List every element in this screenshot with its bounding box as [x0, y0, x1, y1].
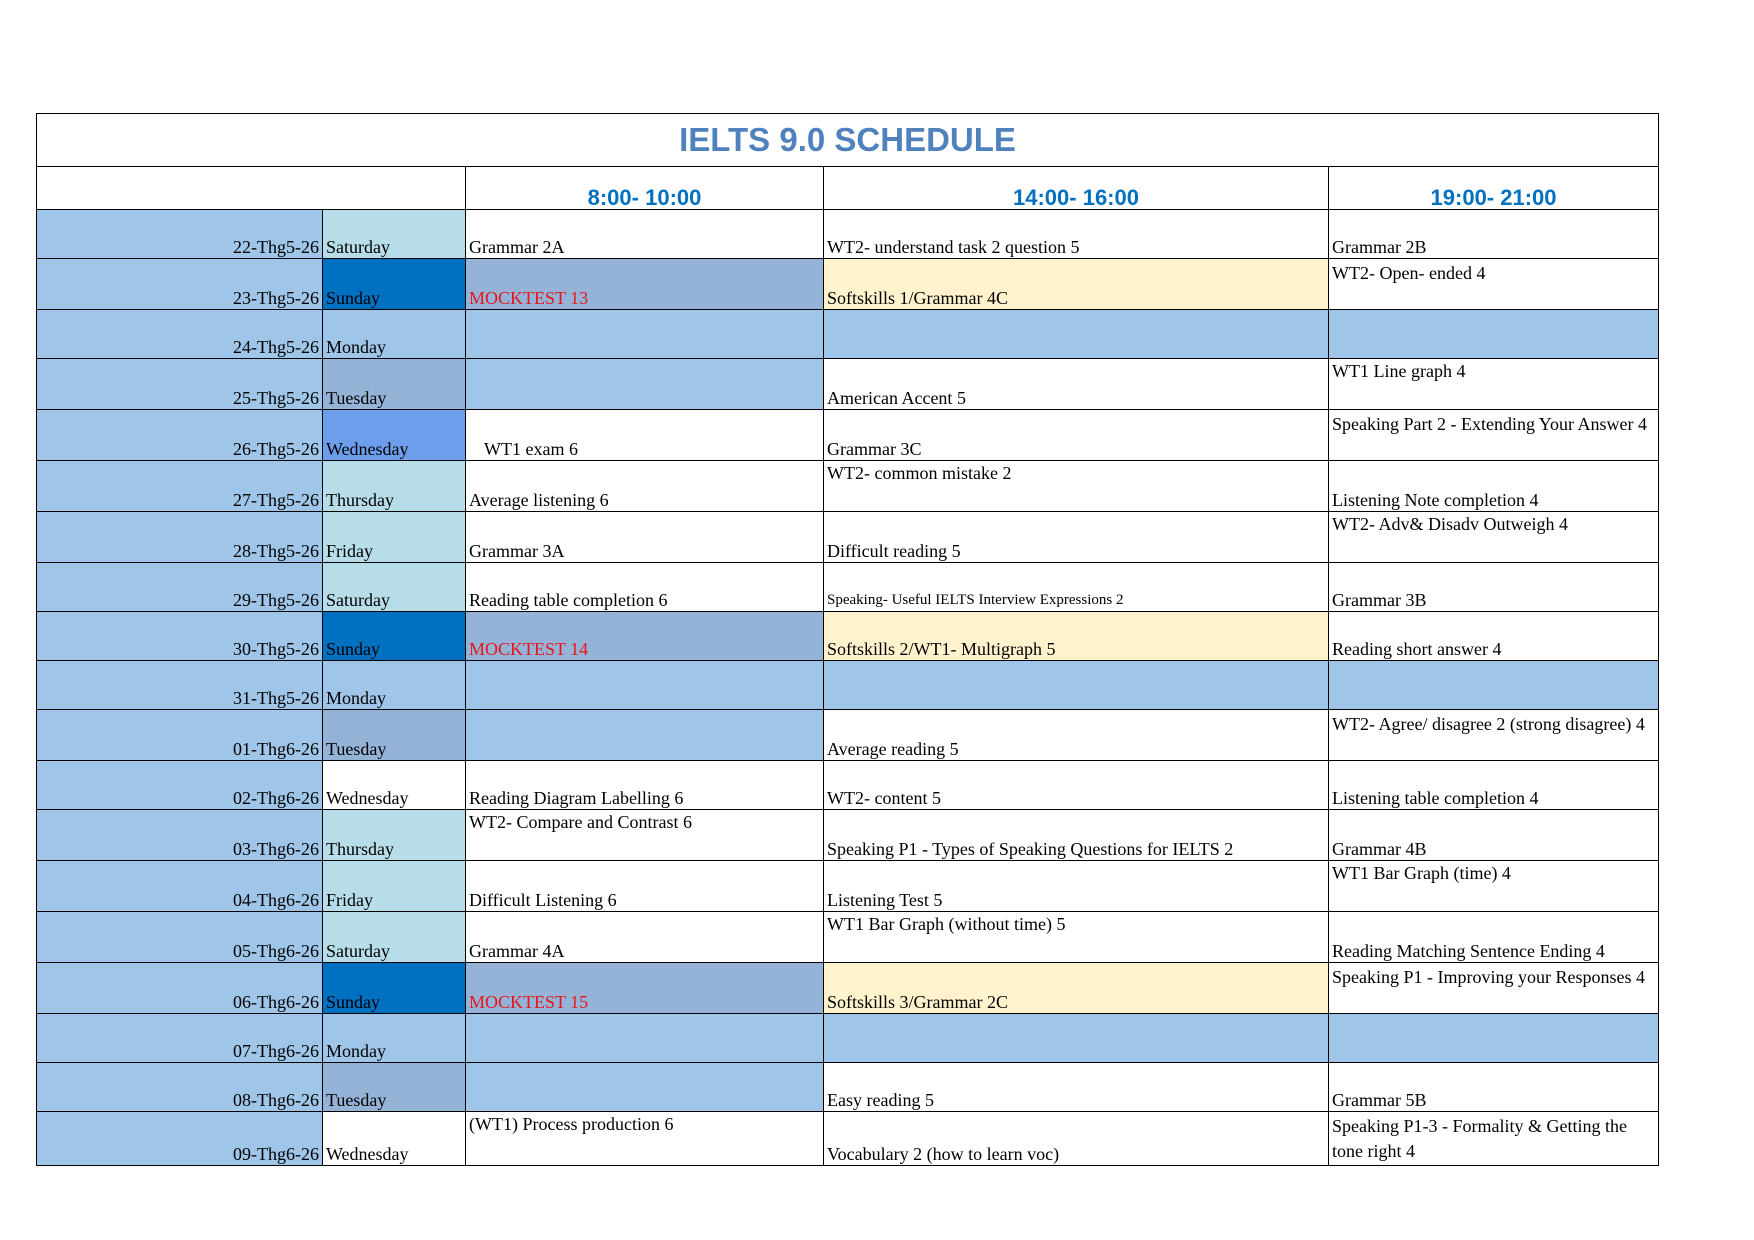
schedule-row: [37, 861, 1659, 912]
date-cell: 06-Thg6-26: [37, 963, 323, 1014]
slot-morning: [466, 1063, 824, 1112]
date-cell: 01-Thg6-26: [37, 710, 323, 761]
day-cell: Saturday: [323, 563, 466, 612]
date-cell: 05-Thg6-26: [37, 912, 323, 963]
date-cell: 09-Thg6-26: [37, 1112, 323, 1166]
slot-evening: Grammar 3B: [1329, 563, 1659, 612]
day-cell: Monday: [323, 661, 466, 710]
date-cell: 02-Thg6-26: [37, 761, 323, 810]
schedule-row: [37, 410, 1659, 461]
slot-afternoon: Grammar 3C: [824, 410, 1329, 461]
slot-afternoon: [824, 1014, 1329, 1063]
slot-afternoon: Speaking P1 - Types of Speaking Questions for IELTS 2: [824, 810, 1329, 861]
slot-morning: [466, 710, 824, 761]
day-cell: Thursday: [323, 810, 466, 861]
slot-evening: Listening table completion 4: [1329, 761, 1659, 810]
slot-evening: Reading Matching Sentence Ending 4: [1329, 912, 1659, 963]
schedule-row: [37, 612, 1659, 661]
schedule-row: [37, 1112, 1659, 1166]
header-afternoon-slot: 14:00- 16:00: [824, 167, 1329, 210]
schedule-row: [37, 563, 1659, 612]
schedule-row: [37, 210, 1659, 259]
day-cell: Friday: [323, 512, 466, 563]
day-cell: Friday: [323, 861, 466, 912]
slot-morning: MOCKTEST 15: [466, 963, 824, 1014]
day-cell: Wednesday: [323, 410, 466, 461]
slot-afternoon: Speaking- Useful IELTS Interview Expressions 2: [824, 563, 1329, 612]
date-cell: 03-Thg6-26: [37, 810, 323, 861]
date-cell: 04-Thg6-26: [37, 861, 323, 912]
day-cell: Tuesday: [323, 1063, 466, 1112]
slot-evening: Grammar 5B: [1329, 1063, 1659, 1112]
slot-afternoon: WT1 Bar Graph (without time) 5: [824, 912, 1329, 963]
day-cell: Sunday: [323, 612, 466, 661]
day-cell: Monday: [323, 1014, 466, 1063]
slot-evening: Speaking P1-3 - Formality & Getting the tone right 4: [1329, 1112, 1659, 1166]
day-cell: Thursday: [323, 461, 466, 512]
header-morning-slot: 8:00- 10:00: [466, 167, 824, 210]
date-cell: 07-Thg6-26: [37, 1014, 323, 1063]
slot-afternoon: WT2- understand task 2 question 5: [824, 210, 1329, 259]
day-cell: Wednesday: [323, 1112, 466, 1166]
schedule-row: [37, 912, 1659, 963]
slot-morning: MOCKTEST 14: [466, 612, 824, 661]
schedule-row: [37, 761, 1659, 810]
day-cell: Tuesday: [323, 710, 466, 761]
header-blank: [37, 167, 466, 210]
date-cell: 29-Thg5-26: [37, 563, 323, 612]
slot-morning: [466, 310, 824, 359]
slot-afternoon: WT2- content 5: [824, 761, 1329, 810]
slot-morning: Difficult Listening 6: [466, 861, 824, 912]
date-cell: 26-Thg5-26: [37, 410, 323, 461]
day-cell: Wednesday: [323, 761, 466, 810]
slot-morning: [466, 1014, 824, 1063]
schedule-row: [37, 461, 1659, 512]
slot-evening: Speaking Part 2 - Extending Your Answer 4: [1329, 410, 1659, 461]
slot-morning: Average listening 6: [466, 461, 824, 512]
slot-morning: Reading Diagram Labelling 6: [466, 761, 824, 810]
slot-evening: Grammar 2B: [1329, 210, 1659, 259]
slot-morning: Grammar 2A: [466, 210, 824, 259]
slot-evening: [1329, 310, 1659, 359]
slot-afternoon: Average reading 5: [824, 710, 1329, 761]
slot-evening: WT1 Line graph 4: [1329, 359, 1659, 410]
day-cell: Sunday: [323, 259, 466, 310]
slot-afternoon: Softskills 2/WT1- Multigraph 5: [824, 612, 1329, 661]
day-cell: Saturday: [323, 912, 466, 963]
slot-afternoon: Difficult reading 5: [824, 512, 1329, 563]
slot-morning: (WT1) Process production 6: [466, 1112, 824, 1166]
schedule-row: [37, 259, 1659, 310]
slot-morning: WT2- Compare and Contrast 6: [466, 810, 824, 861]
schedule-row: [37, 963, 1659, 1014]
slot-afternoon: WT2- common mistake 2: [824, 461, 1329, 512]
slot-evening: Speaking P1 - Improving your Responses 4: [1329, 963, 1659, 1014]
schedule-row: [37, 1063, 1659, 1112]
slot-afternoon: Listening Test 5: [824, 861, 1329, 912]
slot-afternoon: Easy reading 5: [824, 1063, 1329, 1112]
slot-evening: WT2- Agree/ disagree 2 (strong disagree) 4: [1329, 710, 1659, 761]
slot-morning: Reading table completion 6: [466, 563, 824, 612]
schedule-row: [37, 710, 1659, 761]
day-cell: Saturday: [323, 210, 466, 259]
schedule-row: [37, 310, 1659, 359]
slot-evening: [1329, 661, 1659, 710]
slot-evening: WT1 Bar Graph (time) 4: [1329, 861, 1659, 912]
slot-morning: Grammar 4A: [466, 912, 824, 963]
slot-evening: WT2- Adv& Disadv Outweigh 4: [1329, 512, 1659, 563]
slot-morning: [466, 359, 824, 410]
header-evening-slot: 19:00- 21:00: [1329, 167, 1659, 210]
date-cell: 22-Thg5-26: [37, 210, 323, 259]
slot-morning: WT1 exam 6: [466, 410, 824, 461]
slot-evening: Listening Note completion 4: [1329, 461, 1659, 512]
schedule-title: IELTS 9.0 SCHEDULE: [37, 114, 1659, 167]
date-cell: 23-Thg5-26: [37, 259, 323, 310]
slot-afternoon: Softskills 1/Grammar 4C: [824, 259, 1329, 310]
slot-afternoon: Softskills 3/Grammar 2C: [824, 963, 1329, 1014]
date-cell: 25-Thg5-26: [37, 359, 323, 410]
slot-afternoon: [824, 661, 1329, 710]
day-cell: Monday: [323, 310, 466, 359]
slot-evening: Grammar 4B: [1329, 810, 1659, 861]
schedule-row: [37, 810, 1659, 861]
slot-evening: WT2- Open- ended 4: [1329, 259, 1659, 310]
slot-evening: Reading short answer 4: [1329, 612, 1659, 661]
slot-morning: [466, 661, 824, 710]
date-cell: 28-Thg5-26: [37, 512, 323, 563]
date-cell: 24-Thg5-26: [37, 310, 323, 359]
day-cell: Tuesday: [323, 359, 466, 410]
day-cell: Sunday: [323, 963, 466, 1014]
schedule-row: [37, 661, 1659, 710]
date-cell: 27-Thg5-26: [37, 461, 323, 512]
date-cell: 30-Thg5-26: [37, 612, 323, 661]
slot-afternoon: American Accent 5: [824, 359, 1329, 410]
slot-morning: Grammar 3A: [466, 512, 824, 563]
schedule-table: [36, 113, 1659, 1166]
slot-evening: [1329, 1014, 1659, 1063]
slot-morning: MOCKTEST 13: [466, 259, 824, 310]
schedule-sheet: [36, 113, 1658, 1166]
date-cell: 08-Thg6-26: [37, 1063, 323, 1112]
schedule-row: [37, 359, 1659, 410]
slot-afternoon: Vocabulary 2 (how to learn voc): [824, 1112, 1329, 1166]
slot-afternoon: [824, 310, 1329, 359]
schedule-row: [37, 512, 1659, 563]
date-cell: 31-Thg5-26: [37, 661, 323, 710]
schedule-row: [37, 1014, 1659, 1063]
